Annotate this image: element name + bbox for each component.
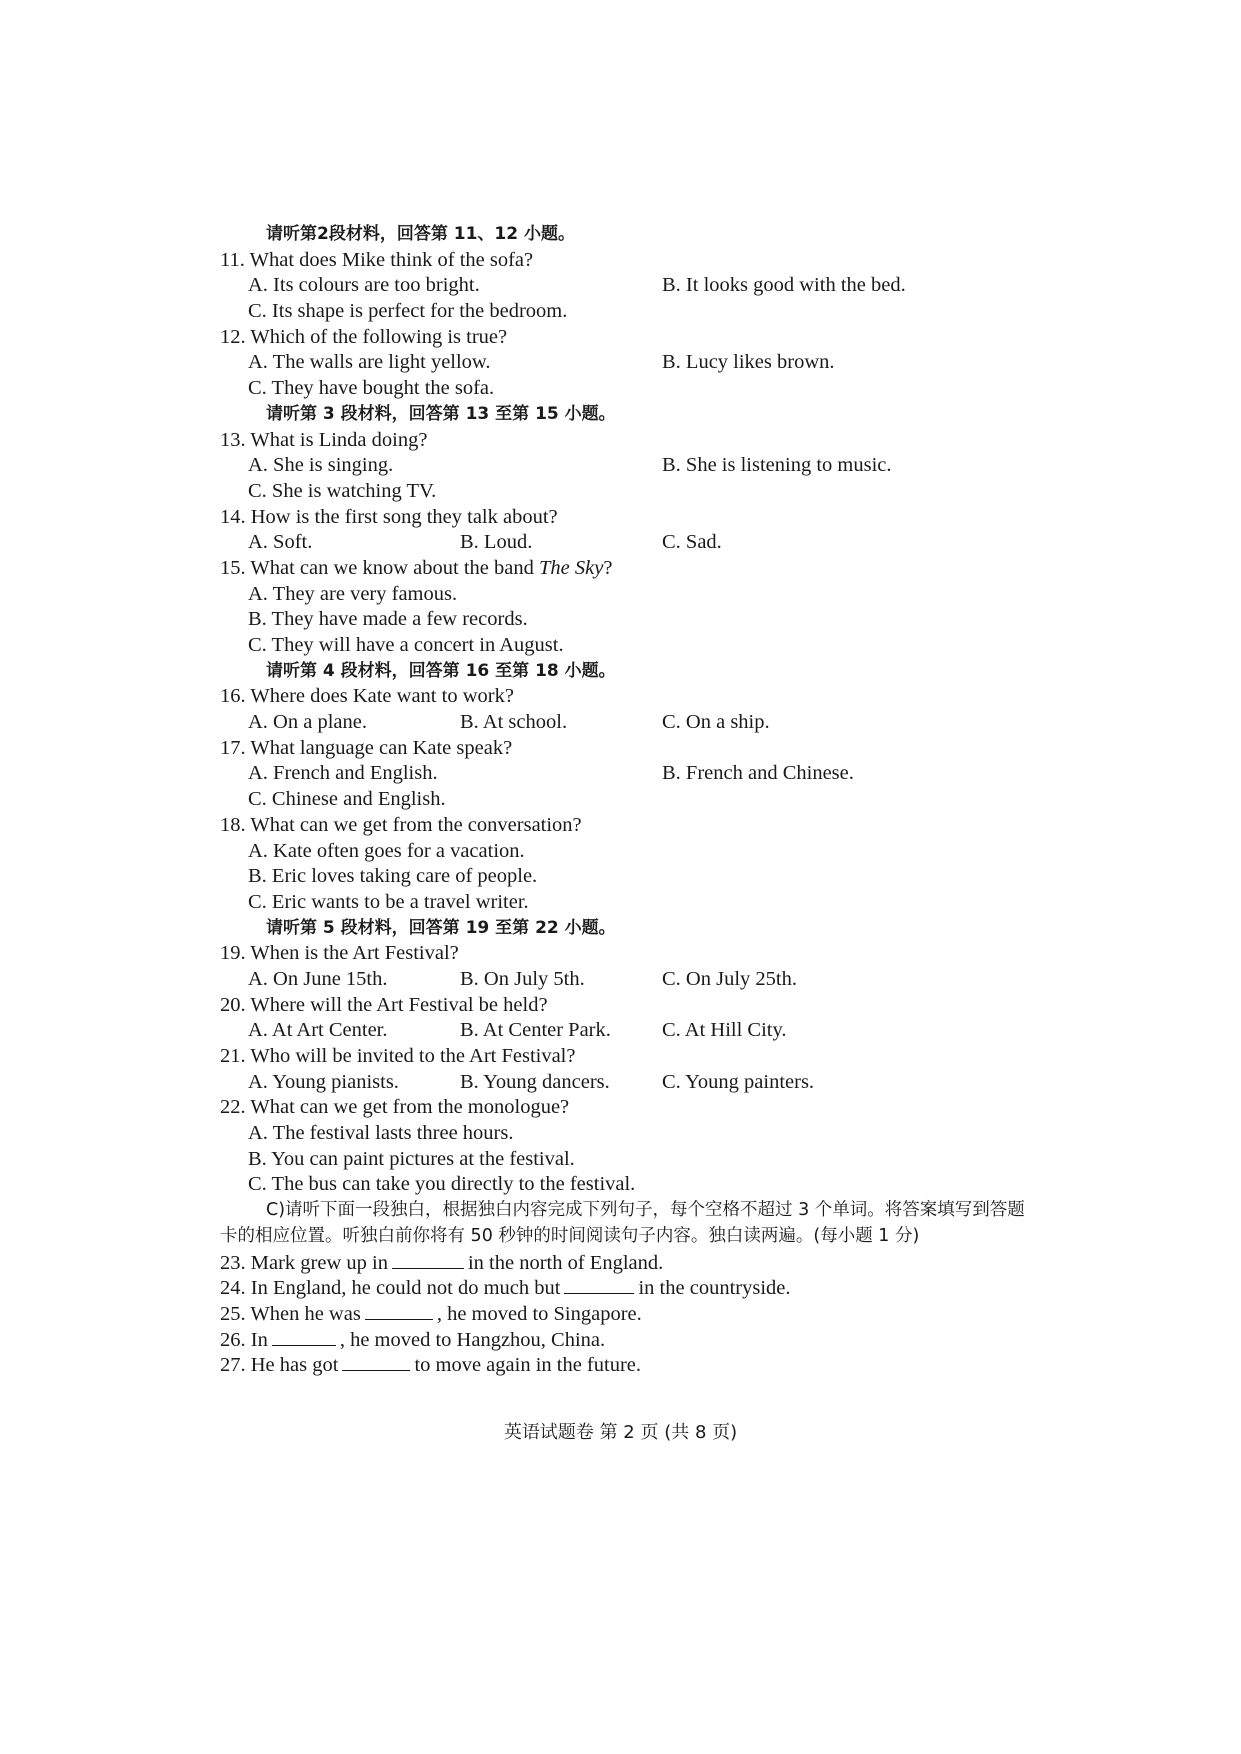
- option-c: C. Young painters.: [662, 1070, 815, 1093]
- section-instruction-5: 请听第 5 段材料，回答第 19 至第 22 小题。: [266, 917, 616, 938]
- option-b: B. It looks good with the bed.: [662, 274, 906, 297]
- option-c: C. Chinese and English.: [248, 788, 446, 811]
- fill-question-24: [220, 1275, 1040, 1301]
- option-a: A. Young pianists.: [248, 1070, 399, 1093]
- fill-text-after: , he moved to Singapore.: [436, 1302, 642, 1325]
- section-instruction-2: 请听第2段材料，回答第 11、12 小题。: [266, 224, 575, 244]
- question-22-stem: 22. What can we get from the monologue?: [220, 1096, 570, 1119]
- question-11-options-row1: [220, 273, 1040, 299]
- option-a: A. They are very famous.: [248, 582, 458, 605]
- question-12-options-row1: [220, 350, 1040, 376]
- fill-question-25: [220, 1301, 1040, 1327]
- option-b: B. At school.: [460, 711, 568, 734]
- answer-blank: [272, 1327, 336, 1346]
- listening-section: [220, 222, 1040, 1378]
- question-19-options: [220, 967, 1040, 993]
- fill-text-after: in the countryside.: [638, 1277, 791, 1300]
- part-c-instruction: C)请听下面一段独白，根据独白内容完成下列句子，每个空格不超过 3 个单词。将答案填写到答题卡的相应位置。听独白前你将有 50 秒钟的时间阅读句子内容。独白读两遍。(每小题 1 分): [220, 1200, 1025, 1246]
- question-13-stem: 13. What is Linda doing?: [220, 428, 428, 451]
- option-b: B. Loud.: [460, 531, 533, 554]
- option-b: B. She is listening to music.: [662, 454, 892, 477]
- fill-question-23: [220, 1250, 1040, 1276]
- question-18-stem: 18. What can we get from the conversation?: [220, 813, 582, 836]
- option-a: A. The festival lasts three hours.: [248, 1122, 514, 1145]
- option-b: B. You can paint pictures at the festival.: [248, 1147, 575, 1170]
- question-17-options-row1: [220, 761, 1040, 787]
- option-a: A. Soft.: [248, 531, 313, 554]
- answer-blank: [342, 1352, 410, 1371]
- option-c: C. The bus can take you directly to the festival.: [248, 1173, 636, 1196]
- option-b: B. They have made a few records.: [248, 608, 528, 631]
- option-c: C. Eric wants to be a travel writer.: [248, 890, 529, 913]
- stem-end: ?: [603, 556, 613, 579]
- option-b: B. On July 5th.: [460, 967, 585, 990]
- answer-blank: [564, 1275, 634, 1294]
- question-21-options: [220, 1070, 1040, 1096]
- option-c: C. Its shape is perfect for the bedroom.: [248, 300, 568, 323]
- question-16-stem: 16. Where does Kate want to work?: [220, 685, 514, 708]
- question-12-stem: 12. Which of the following is true?: [220, 325, 508, 348]
- fill-text-before: 26. In: [220, 1328, 268, 1351]
- question-20-stem: 20. Where will the Art Festival be held?: [220, 993, 548, 1016]
- fill-text-after: , he moved to Hangzhou, China.: [339, 1328, 606, 1351]
- option-c: C. Sad.: [662, 531, 722, 554]
- option-c: C. She is watching TV.: [248, 479, 437, 502]
- option-b: B. Young dancers.: [460, 1070, 610, 1093]
- page-footer: 英语试题卷 第 2 页 (共 8 页): [503, 1422, 738, 1443]
- section-instruction-4: 请听第 4 段材料，回答第 16 至第 18 小题。: [266, 660, 616, 681]
- question-21-stem: 21. Who will be invited to the Art Festival?: [220, 1045, 576, 1067]
- question-11-stem: 11. What does Mike think of the sofa?: [220, 248, 534, 271]
- fill-text-before: 23. Mark grew up in: [220, 1251, 388, 1274]
- section-instruction-3: 请听第 3 段材料，回答第 13 至第 15 小题。: [266, 403, 616, 424]
- question-19-stem: 19. When is the Art Festival?: [220, 942, 459, 965]
- option-a: A. Kate often goes for a vacation.: [248, 839, 525, 862]
- question-15-stem: [220, 556, 1040, 582]
- option-b: B. At Center Park.: [460, 1019, 611, 1042]
- question-20-options: [220, 1018, 1040, 1044]
- option-a: A. Its colours are too bright.: [248, 274, 480, 297]
- option-b: B. French and Chinese.: [662, 762, 854, 785]
- option-a: A. French and English.: [248, 762, 438, 785]
- option-a: A. She is singing.: [248, 454, 394, 477]
- option-c: C. On a ship.: [662, 711, 770, 734]
- fill-text-before: 27. He has got: [220, 1354, 339, 1377]
- answer-blank: [392, 1250, 464, 1269]
- option-c: C. They will have a concert in August.: [248, 634, 564, 656]
- question-14-stem: 14. How is the first song they talk about?: [220, 505, 558, 528]
- answer-blank: [365, 1301, 433, 1320]
- fill-text-before: 24. In England, he could not do much but: [220, 1277, 561, 1300]
- question-17-stem: 17. What language can Kate speak?: [220, 736, 513, 759]
- fill-text-after: to move again in the future.: [414, 1354, 642, 1377]
- option-a: A. The walls are light yellow.: [248, 351, 491, 374]
- option-a: A. At Art Center.: [248, 1019, 388, 1042]
- stem-text: 15. What can we know about the band: [220, 556, 539, 579]
- question-14-options: [220, 530, 1040, 556]
- fill-text-after: in the north of England.: [467, 1251, 664, 1274]
- option-b: B. Eric loves taking care of people.: [248, 865, 538, 888]
- question-13-options-row1: [220, 453, 1040, 479]
- question-16-options: [220, 710, 1040, 736]
- option-c: C. At Hill City.: [662, 1019, 787, 1042]
- fill-question-26: [220, 1327, 1040, 1353]
- option-a: A. On June 15th.: [248, 967, 388, 990]
- fill-text-before: 25. When he was: [220, 1302, 361, 1325]
- fill-question-27: [220, 1352, 1040, 1378]
- option-a: A. On a plane.: [248, 711, 367, 734]
- option-c: C. They have bought the sofa.: [248, 377, 495, 400]
- option-b: B. Lucy likes brown.: [662, 351, 835, 374]
- band-name: The Sky: [539, 556, 604, 579]
- option-c: C. On July 25th.: [662, 967, 797, 990]
